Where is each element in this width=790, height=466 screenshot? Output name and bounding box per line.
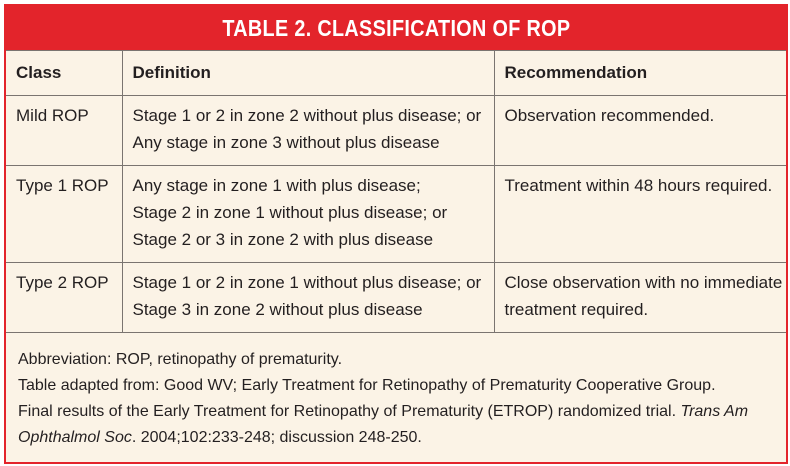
row-definition-cell [122,263,494,333]
table-title-bar [6,6,786,50]
definition-line: Stage 2 in zone 1 without plus disease; or [132,203,448,222]
row-definition-cell [122,96,494,166]
row-class-cell: Type 2 ROP [6,263,122,333]
row-class-cell: Type 1 ROP [6,166,122,263]
citation-details: . 2004;102:233-248; discussion 248-250. [131,429,422,446]
definition-line: Stage 3 in zone 2 without plus disease [132,300,423,319]
footnote-citation-line-1 [18,399,774,425]
row-definition-cell [122,166,494,263]
header-recommendation: Recommendation [494,51,786,96]
definition-line: Any stage in zone 3 without plus disease [132,133,440,152]
row-class-cell: Mild ROP [6,96,122,166]
table-frame [4,4,788,464]
row-recommendation-cell [494,96,786,166]
recommendation-line: Close observation with no immediate [504,273,783,292]
journal-name: Trans Am [680,403,749,420]
header-class: Class [6,51,122,96]
citation-text: Final results of the Early Treatment for Retinopathy of Prematurity (ETROP) randomized trial. [18,403,677,420]
header-definition: Definition [122,51,494,96]
definition-line: Stage 1 or 2 in zone 2 without plus disease; or [132,106,482,125]
row-recommendation-cell [494,166,786,263]
footnote-citation-line-2 [18,425,774,451]
recommendation-line: treatment required. [504,300,649,319]
recommendation-line: Treatment within 48 hours required. [504,176,773,195]
journal-name-cont: Ophthalmol Soc [18,429,132,446]
definition-line: Stage 2 or 3 in zone 2 with plus disease [132,230,434,249]
recommendation-line: Observation recommended. [504,106,715,125]
table-title: TABLE 2. CLASSIFICATION OF ROP [221,15,571,41]
footnote-abbreviation: Abbreviation: ROP, retinopathy of prematurity. [18,351,343,368]
definition-line: Any stage in zone 1 with plus disease; [132,176,421,195]
table-row [6,96,786,166]
table-header-row [6,51,786,96]
footnote-adapted: Table adapted from: Good WV; Early Treatment for Retinopathy of Prematurity Cooperative Group. [18,377,716,394]
table-row [6,263,786,333]
definition-line: Stage 1 or 2 in zone 1 without plus disease; or [132,273,482,292]
row-recommendation-cell [494,263,786,333]
table-footnote [6,336,786,462]
table-row [6,166,786,263]
classification-table [6,50,786,333]
